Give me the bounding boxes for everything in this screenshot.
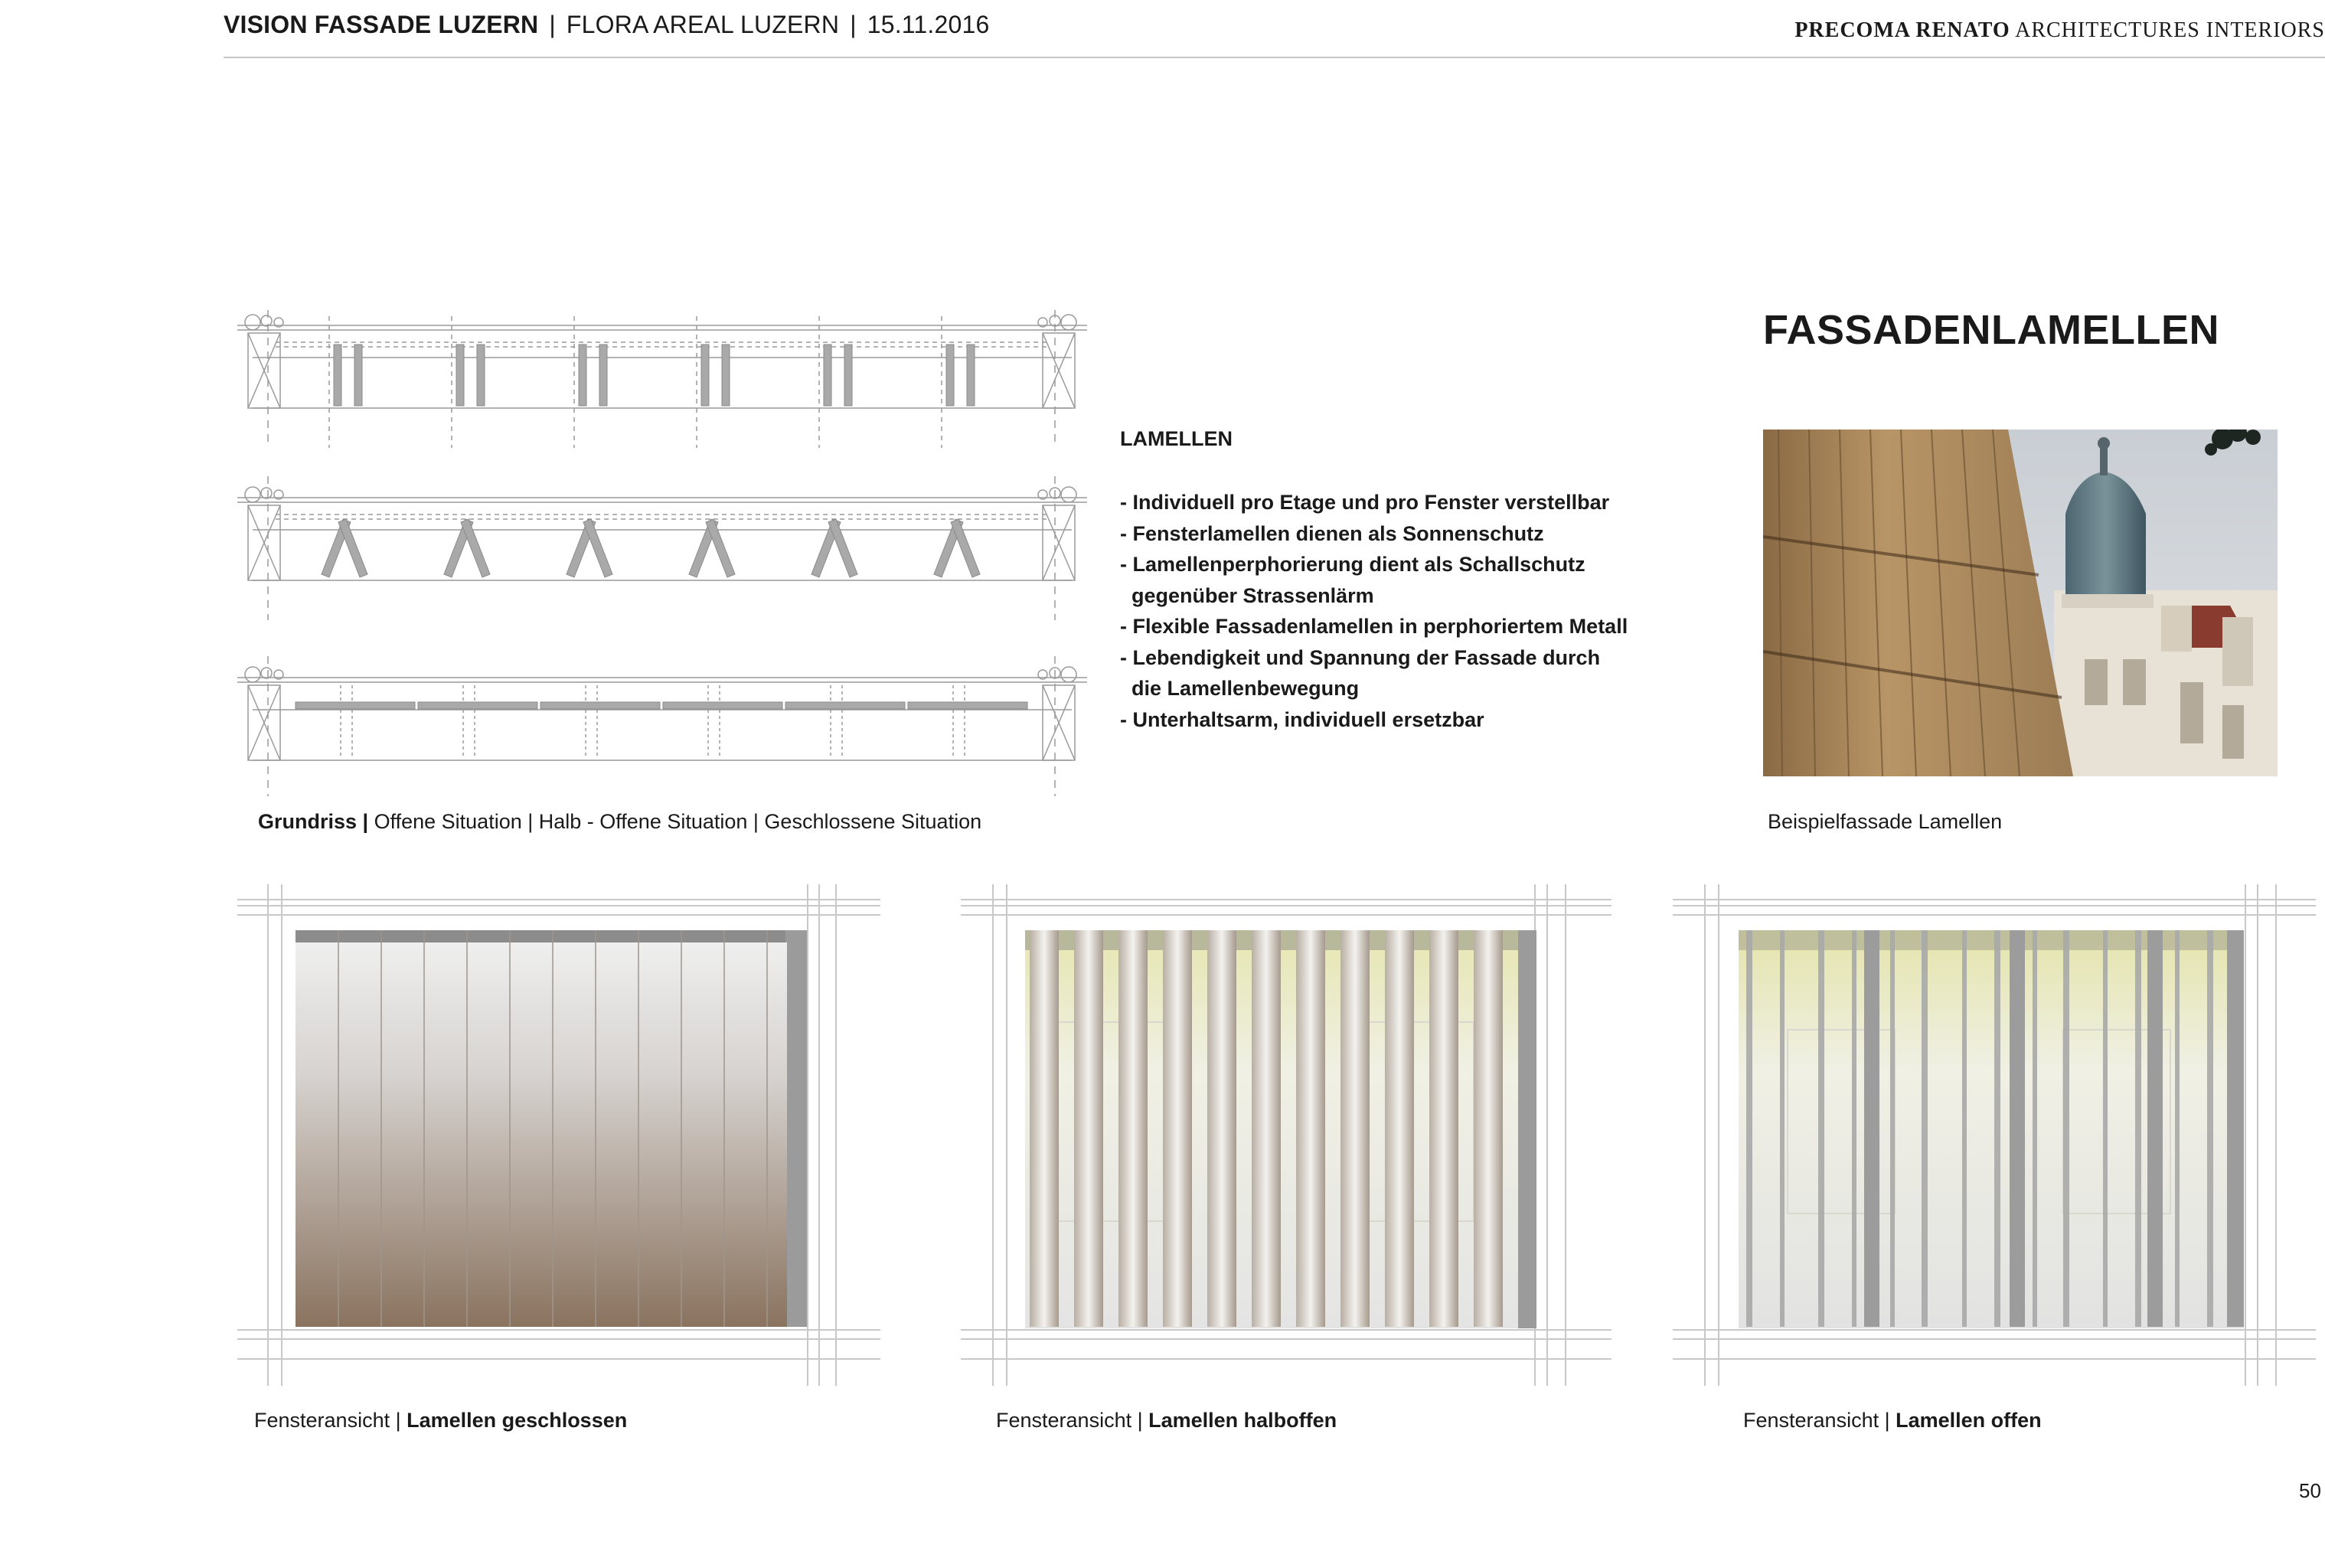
list-item: - Individuell pro Etage und pro Fenster verstellbar — [1120, 491, 1610, 514]
elevation-caption-state: Lamellen halboffen — [1142, 1409, 1337, 1432]
elevation-caption-prefix: Fensteransicht | — [1743, 1409, 1890, 1432]
photo-caption: Beispielfassade Lamellen — [1768, 810, 2003, 833]
header-separator: | — [850, 11, 857, 38]
elevation-closed — [237, 884, 880, 1390]
elevation-closed-caption — [254, 1409, 627, 1432]
header-date: 15.11.2016 — [867, 11, 990, 38]
plan-open-slats — [334, 345, 975, 406]
elevation-open — [1673, 884, 2316, 1390]
header-project: VISION FASSADE LUZERN — [224, 11, 539, 38]
example-facade-photo — [1763, 430, 2278, 776]
list-item: - Lebendigkeit und Spannung der Fassade durch — [1120, 645, 1601, 669]
page-title: FASSADENLAMELLEN — [1763, 307, 2220, 353]
header-separator: | — [549, 11, 556, 38]
lamellen-bullet-list — [1120, 487, 1628, 735]
list-item: - Lamellenperphorierung dient als Schallschutz — [1120, 553, 1585, 576]
elevation-caption-state: Lamellen geschlossen — [400, 1409, 628, 1432]
list-item: - Flexible Fassadenlamellen in perphoriertem Metall — [1120, 615, 1628, 638]
header-firm-name: PRECOMA RENATO — [1794, 18, 2010, 42]
list-item: gegenüber Strassenlärm — [1120, 583, 1374, 607]
elevation-half-caption — [996, 1409, 1337, 1432]
grundriss-caption-text: Offene Situation | Halb - Offene Situation | Geschlossene Situation — [368, 810, 982, 833]
elevation-caption-state: Lamellen offen — [1889, 1409, 2042, 1432]
lamellen-heading: LAMELLEN — [1120, 427, 1233, 450]
elevation-caption-prefix: Fensteransicht | — [254, 1409, 401, 1432]
list-item: die Lamellenbewegung — [1120, 677, 1360, 700]
plan-half-open — [237, 476, 1087, 620]
list-item: - Fensterlamellen dienen als Sonnenschutz — [1120, 521, 1544, 545]
header-project-line — [224, 11, 989, 39]
grundriss-caption-label: Grundriss | — [258, 810, 369, 833]
grundriss-drawings — [230, 310, 1095, 800]
elevation-caption-prefix: Fensteransicht | — [996, 1409, 1143, 1432]
header-divider — [224, 57, 2325, 58]
grundriss-caption — [258, 810, 981, 834]
page-number: 50 — [2299, 1479, 2321, 1502]
header-site: FLORA AREAL LUZERN — [566, 11, 840, 38]
header-firm-subtitle: ARCHITECTURES INTERIORS — [2010, 18, 2325, 42]
elevation-half-open — [961, 884, 1611, 1390]
plan-open — [237, 310, 1087, 448]
plan-closed — [237, 656, 1087, 796]
list-item: - Unterhaltsarm, individuell ersetzbar — [1120, 707, 1484, 731]
header-firm — [1794, 18, 2325, 43]
elevation-open-caption — [1743, 1409, 2042, 1432]
